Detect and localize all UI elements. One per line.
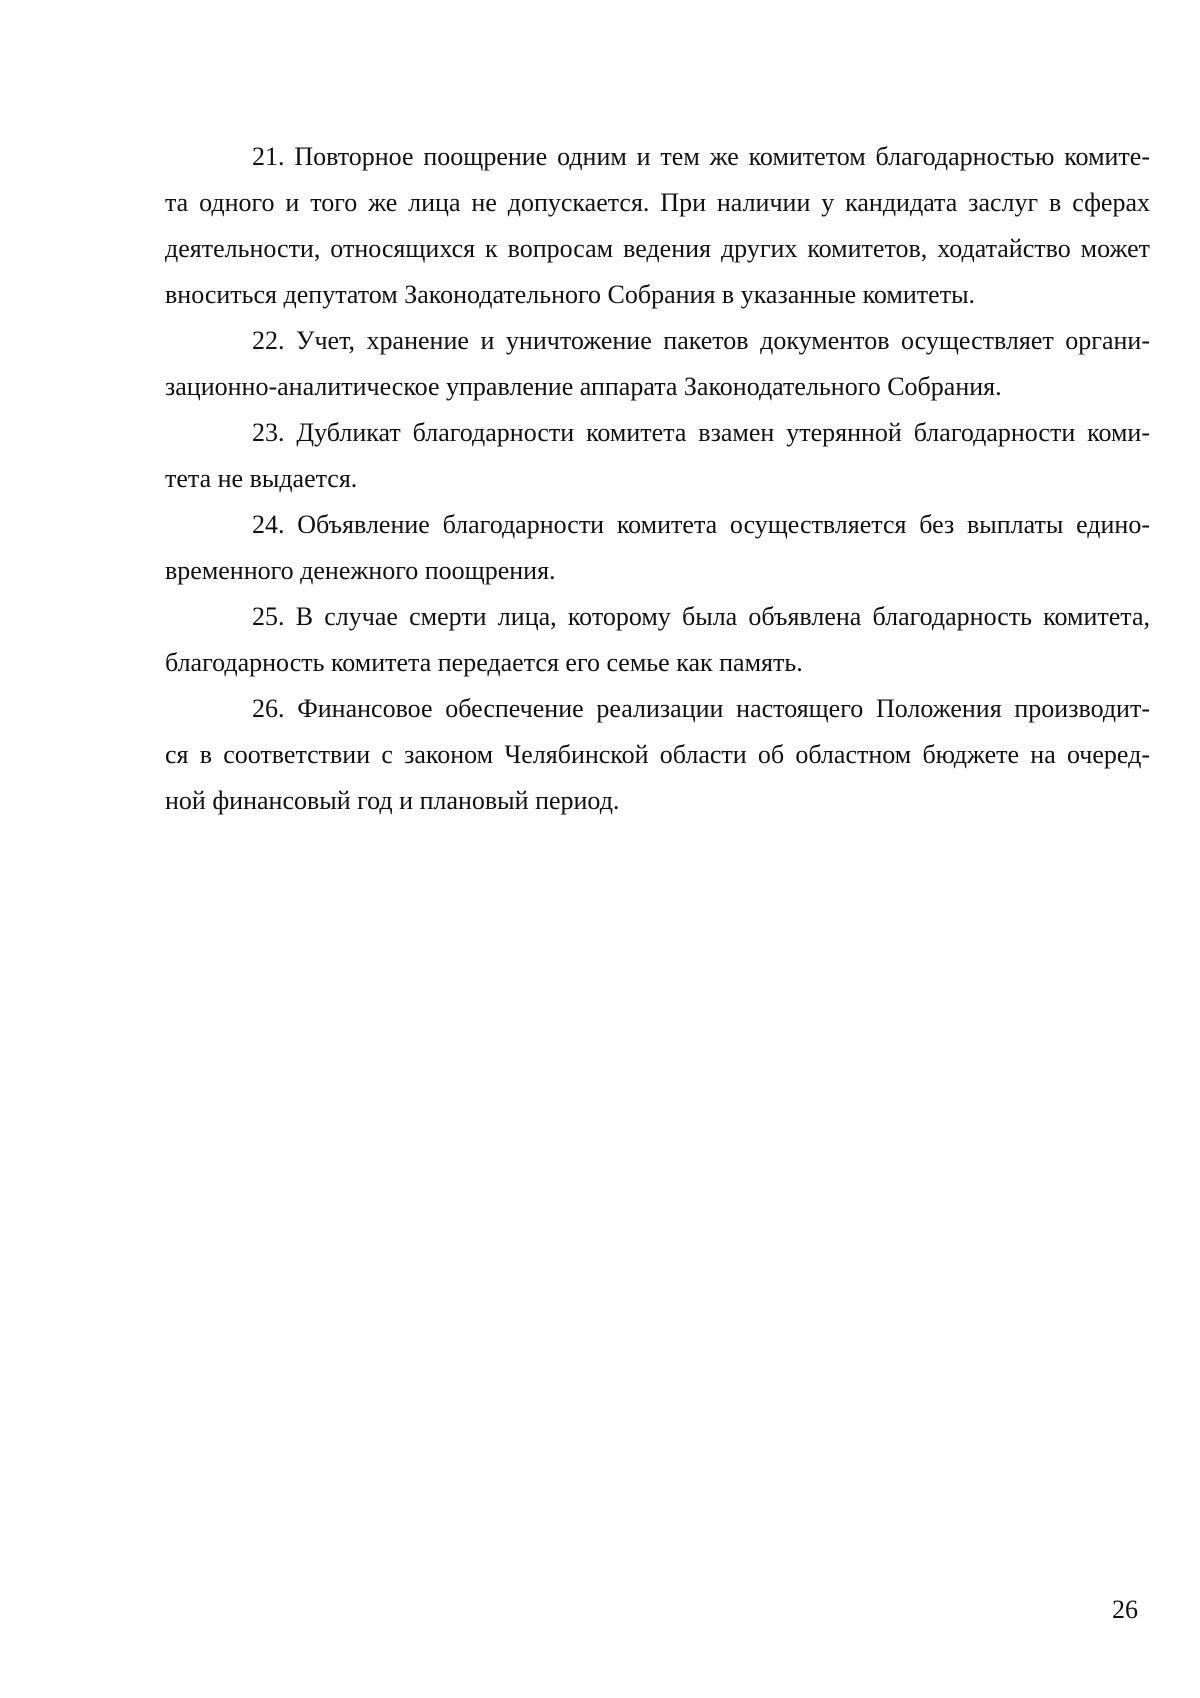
text-line: вноситься депутатом Законодательного Собрания в указанные комитеты. [165,280,976,309]
document-body [165,134,1150,824]
text-line: тета не выдается. [165,464,358,493]
paragraph-26 [165,686,1150,824]
text-line: та одного и того же лица не допускается. При наличии у кандидата заслуг в сферах [165,188,1150,217]
paragraph-24 [165,502,1150,594]
text-line: 26. Финансовое обеспечение реализации настоящего Положения производит- [252,694,1150,723]
text-line: 23. Дубликат благодарности комитета взамен утерянной благодарности коми- [252,418,1150,447]
paragraph-22 [165,318,1150,410]
text-line: деятельности, относящихся к вопросам ведения других комитетов, ходатайство может [165,234,1150,263]
text-line: временного денежного поощрения. [165,556,556,585]
text-line: 24. Объявление благодарности комитета осуществляется без выплаты едино- [252,510,1150,539]
text-line: 22. Учет, хранение и уничтожение пакетов документов осуществляет органи- [252,326,1150,355]
paragraph-21 [165,134,1150,318]
text-line: 21. Повторное поощрение одним и тем же комитетом благодарностью комите- [252,142,1150,171]
paragraph-25 [165,594,1150,686]
page-number: 26 [1112,1595,1138,1624]
paragraph-23 [165,410,1150,502]
text-line: зационно-аналитическое управление аппарата Законодательного Собрания. [165,372,1002,401]
text-line: ной финансовый год и плановый период. [165,786,620,815]
text-line: 25. В случае смерти лица, которому была объявлена благодарность комитета, [252,602,1150,631]
text-line: благодарность комитета передается его семье как память. [165,648,803,677]
text-line: ся в соответствии с законом Челябинской области об областном бюджете на очеред- [165,740,1150,769]
